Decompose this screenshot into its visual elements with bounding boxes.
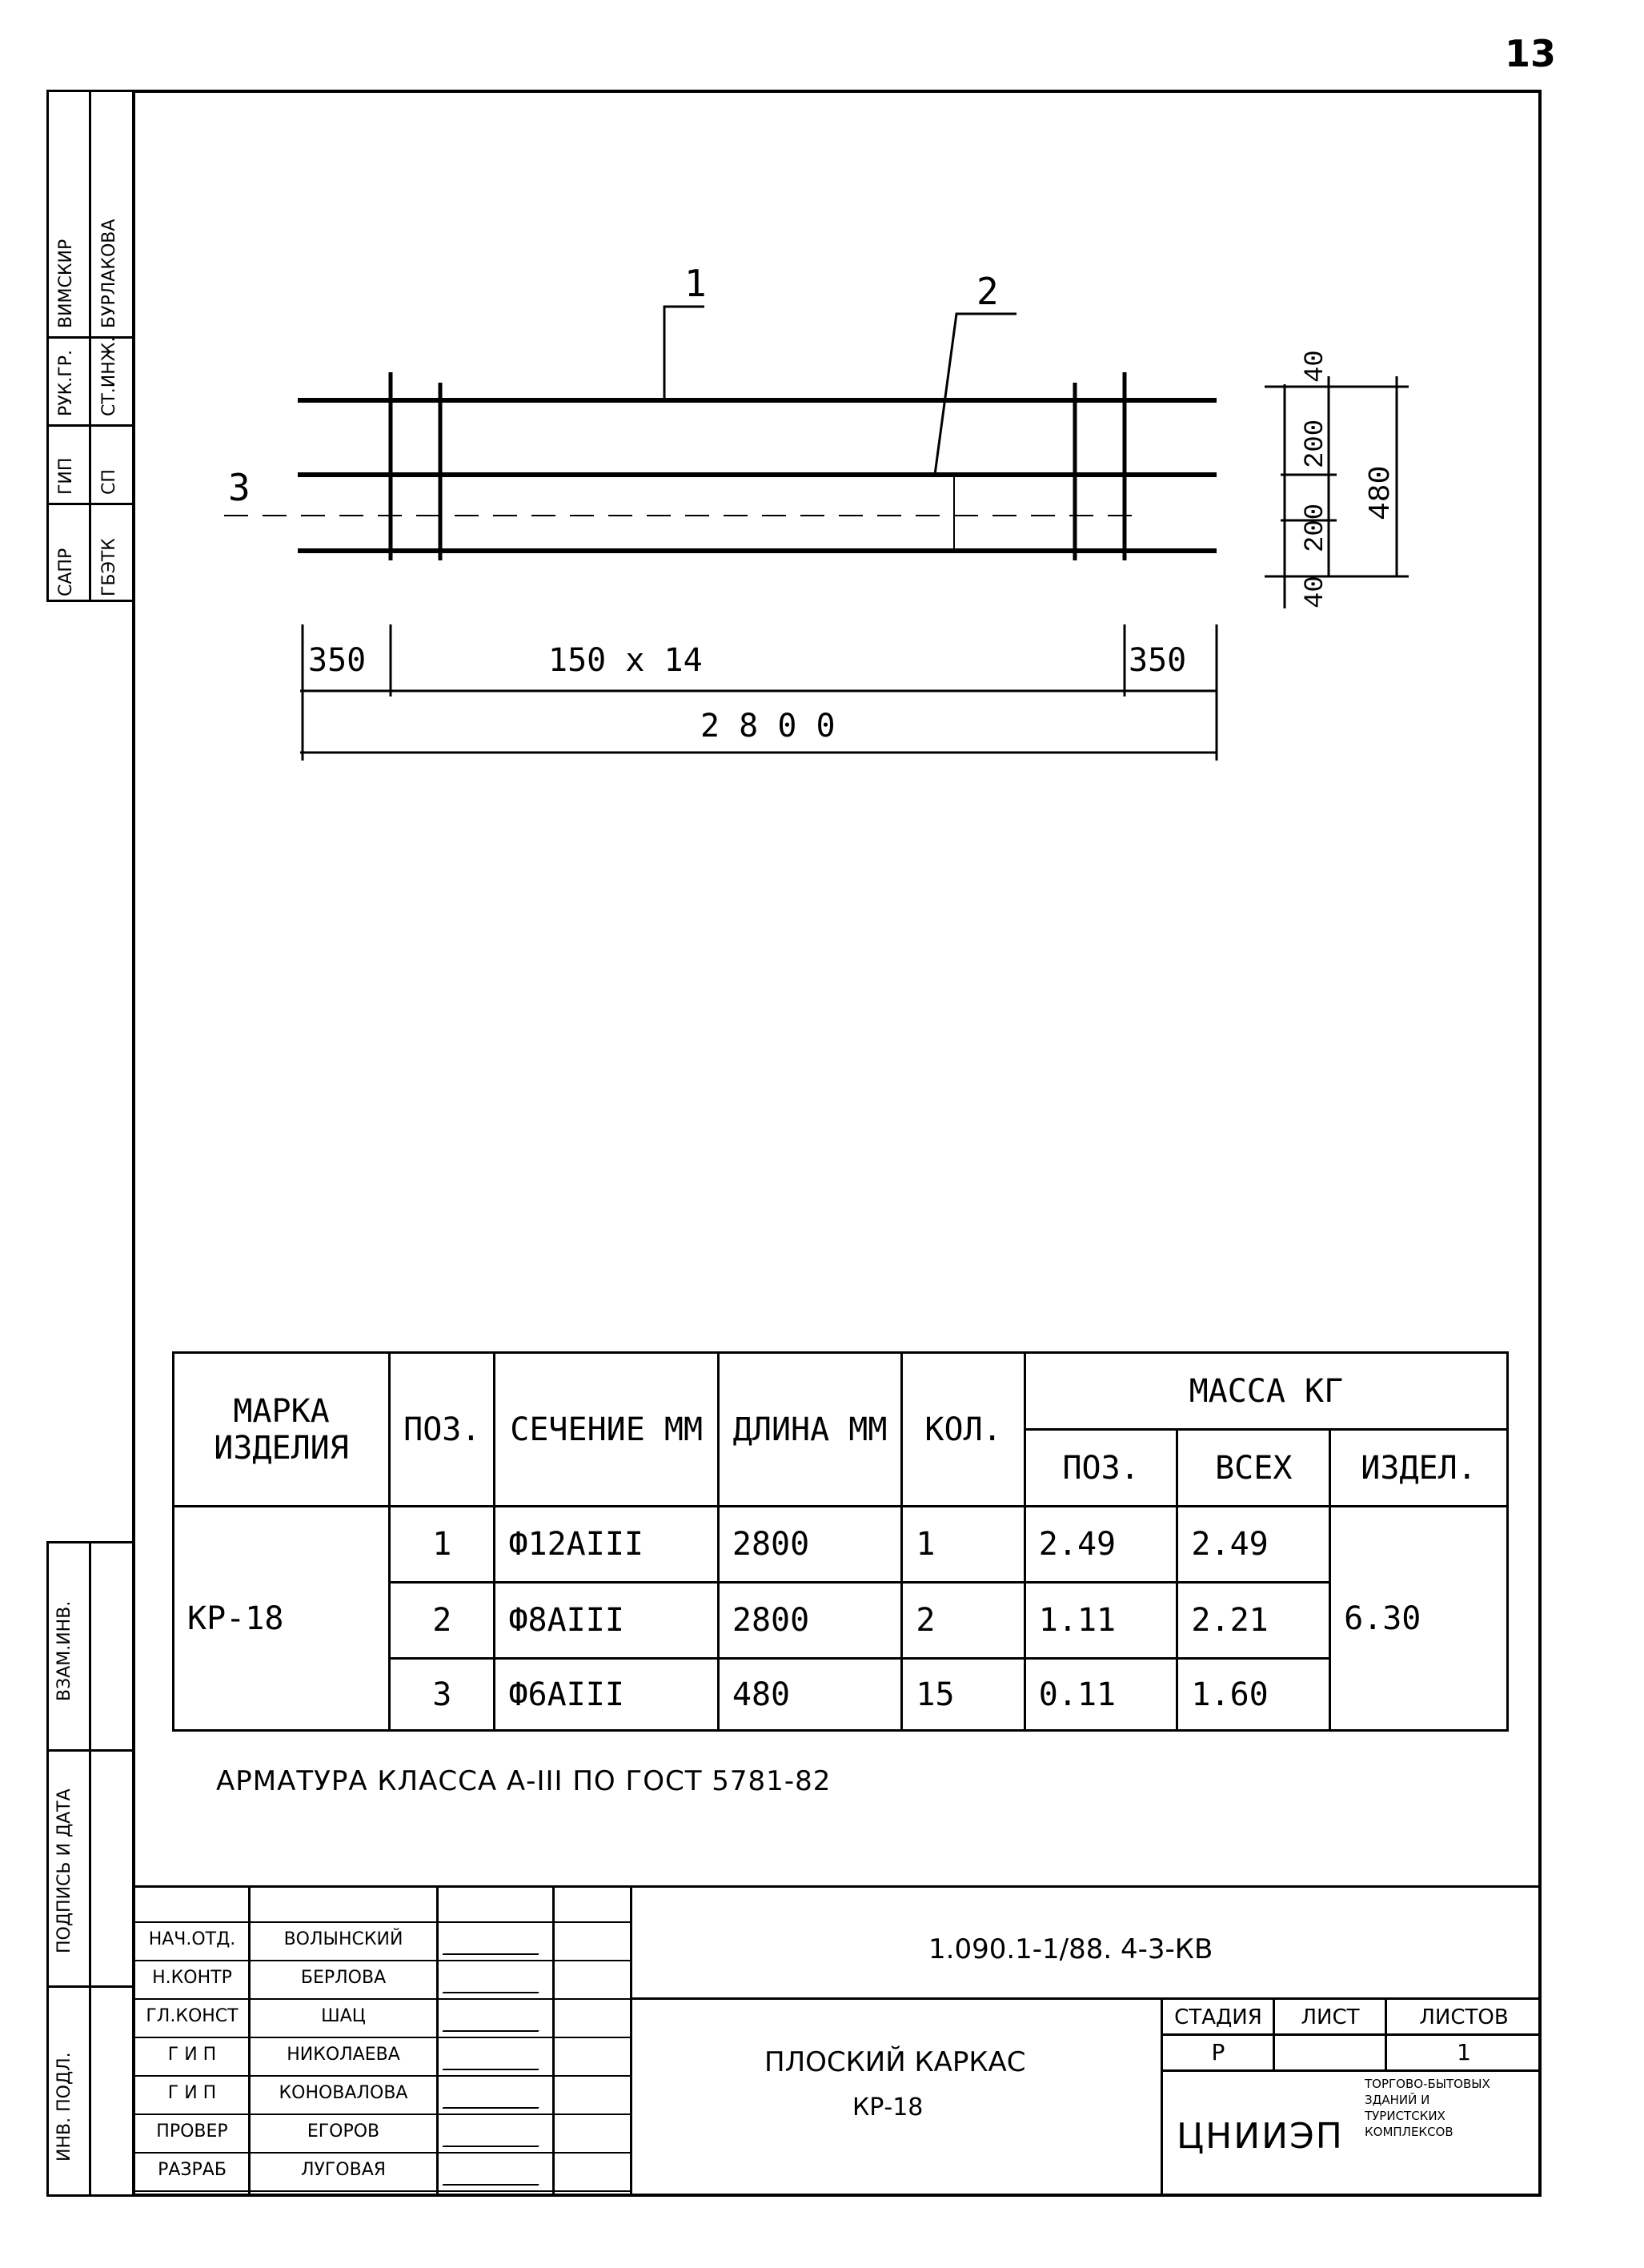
dim-v-1: 200	[1301, 419, 1331, 468]
reinforcement-note: АРМАТУРА КЛАССА А-III ПО ГОСТ 5781-82	[216, 1765, 832, 1797]
cell-mass-pos: 0.11	[1024, 1659, 1177, 1731]
dim-total: 2 8 0 0	[700, 708, 836, 745]
signature	[442, 1973, 550, 1993]
cell-section: Ф8АIII	[495, 1583, 718, 1659]
stage-header: СТАДИЯ	[1174, 2005, 1262, 2029]
cell-mass-all: 2.21	[1177, 1583, 1330, 1659]
title-block-name: ЛУГОВАЯ	[300, 2160, 387, 2180]
signature	[442, 2011, 550, 2032]
cell-item-mass: 6.30	[1330, 1507, 1508, 1731]
sheet-number: 13	[1505, 32, 1557, 75]
header-qty: КОЛ.	[902, 1353, 1024, 1507]
cell-length: 2800	[718, 1507, 902, 1583]
stamp-label: ГИП	[56, 457, 76, 495]
header-section: СЕЧЕНИЕ ММ	[495, 1353, 718, 1507]
dim-v-top: 40	[1301, 350, 1331, 383]
title-block-name: ВОЛЫНСКИЙ	[283, 1929, 403, 1949]
title-block	[132, 1885, 1542, 1888]
cell-pos: 2	[390, 1583, 495, 1659]
title-block-role: РАЗРАБ	[158, 2160, 227, 2180]
dim-v-bottom: 40	[1301, 576, 1331, 608]
sheets-header: ЛИСТОВ	[1419, 2005, 1509, 2029]
cell-mass-pos: 2.49	[1024, 1507, 1177, 1583]
specification-table	[172, 1351, 1509, 1732]
cell-qty: 2	[902, 1583, 1024, 1659]
cell-pos: 1	[390, 1507, 495, 1583]
frame-drawing	[0, 0, 1644, 801]
cell-pos: 3	[390, 1659, 495, 1731]
cell-length: 480	[718, 1659, 902, 1731]
title-block-name: КОНОВАЛОВА	[279, 2083, 408, 2103]
dim-right: 350	[1129, 642, 1187, 679]
callout-leader-2	[935, 314, 1016, 475]
title-block-name: НИКОЛАЕВА	[287, 2045, 400, 2065]
cell-mass-all: 1.60	[1177, 1659, 1330, 1731]
sheet-value	[1274, 2035, 1386, 2069]
table-row	[174, 1507, 1508, 1583]
title-block-role: Г И П	[167, 2083, 217, 2103]
title-block-name: БЕРЛОВА	[300, 1968, 387, 1988]
header-pos: ПОЗ.	[390, 1353, 495, 1507]
stamp-label: СТ.ИНЖ.	[99, 336, 119, 416]
margin-label: ВЗАМ.ИНВ.	[54, 1600, 74, 1701]
drawing-mark: КР-18	[852, 2093, 924, 2121]
stamp-label: СП	[99, 469, 119, 495]
title-block-role: Г И П	[167, 2045, 217, 2065]
cell-qty: 15	[902, 1659, 1024, 1731]
stamp-label: БУРЛАКОВА	[99, 219, 119, 328]
header-mass: МАССА КГ	[1024, 1353, 1507, 1430]
cell-section: Ф6АIII	[495, 1659, 718, 1731]
drawing-title: ПЛОСКИЙ КАРКАС	[764, 2046, 1026, 2078]
header-mass-pos: ПОЗ.	[1024, 1430, 1177, 1507]
cell-qty: 1	[902, 1507, 1024, 1583]
cell-mass-pos: 1.11	[1024, 1583, 1177, 1659]
dim-left: 350	[308, 642, 367, 679]
cell-mark: КР-18	[174, 1507, 390, 1731]
stamp-label: РУК.ГР.	[56, 350, 76, 416]
callout-3: 3	[228, 466, 251, 509]
title-block-role: ГЛ.КОНСТ	[146, 2006, 239, 2026]
stage-value: Р	[1211, 2039, 1225, 2065]
cell-mass-all: 2.49	[1177, 1507, 1330, 1583]
dim-v-2: 200	[1301, 503, 1331, 552]
cell-length: 2800	[718, 1583, 902, 1659]
callout-leader-1	[664, 307, 704, 400]
stamp-label: САПР	[56, 548, 76, 596]
callout-1: 1	[684, 262, 707, 305]
title-block-name: ЕГОРОВ	[307, 2121, 380, 2142]
dim-middle: 150 х 14	[548, 642, 703, 679]
margin-label: ИНВ. ПОДЛ.	[54, 2052, 74, 2162]
stamp-label: ГБЭТК	[99, 538, 119, 596]
sheets-value: 1	[1457, 2039, 1471, 2065]
title-block-role: НАЧ.ОТД.	[148, 1929, 236, 1949]
callout-2: 2	[976, 270, 999, 313]
cell-section: Ф12АIII	[495, 1507, 718, 1583]
signature	[442, 1934, 550, 1955]
sheet-header: ЛИСТ	[1301, 2005, 1360, 2029]
document-code: 1.090.1-1/88. 4-3-КВ	[928, 1933, 1213, 1965]
signature	[442, 2126, 550, 2147]
title-block-name: ШАЦ	[321, 2006, 366, 2026]
signature	[442, 2165, 550, 2186]
title-block-role: Н.КОНТР	[152, 1968, 232, 1988]
signature	[442, 2049, 550, 2070]
header-mass-item: ИЗДЕЛ.	[1330, 1430, 1508, 1507]
organization-name: ЦНИИЭП	[1177, 2116, 1344, 2157]
dim-v-total: 480	[1364, 465, 1398, 520]
signature	[442, 2088, 550, 2109]
header-mass-all: ВСЕХ	[1177, 1430, 1330, 1507]
header-mark: МАРКА ИЗДЕЛИЯ	[174, 1353, 390, 1507]
stamp-label: ВИМСКИР	[56, 239, 76, 328]
margin-label: ПОДПИСЬ И ДАТА	[54, 1788, 74, 1953]
header-length: ДЛИНА ММ	[718, 1353, 902, 1507]
title-block-role: ПРОВЕР	[156, 2121, 228, 2142]
organization-description: ТОРГОВО-БЫТОВЫХ ЗДАНИЙ И ТУРИСТСКИХ КОМПЛЕКСОВ	[1365, 2077, 1490, 2139]
